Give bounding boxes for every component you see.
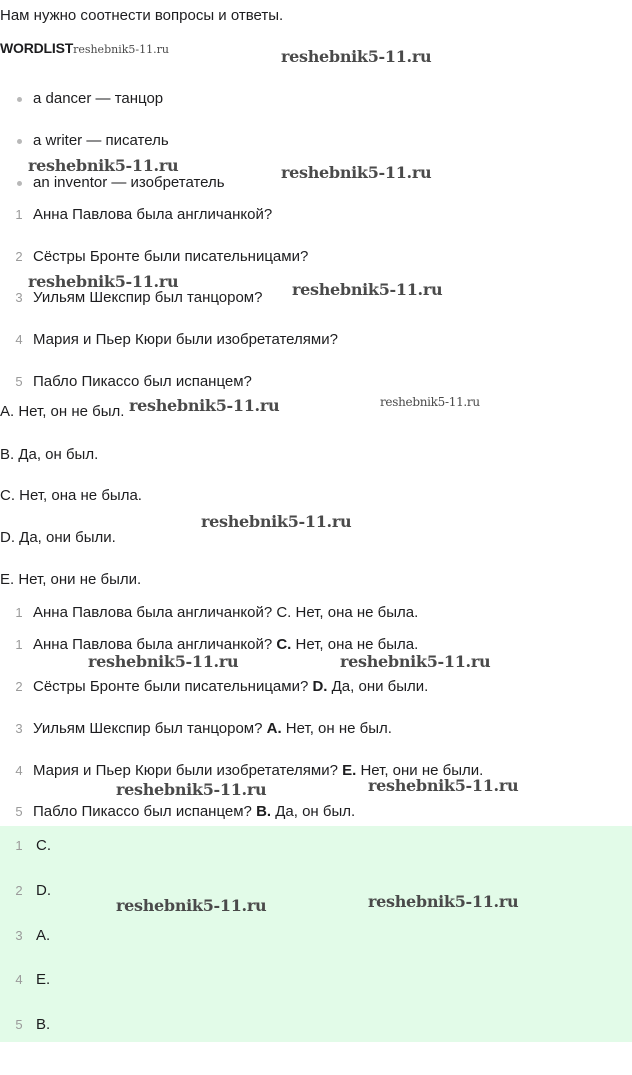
match-question: Сёстры Бронте были писательницами? (33, 678, 313, 695)
intro-text: Нам нужно соотнести вопросы и ответы. (0, 7, 284, 24)
watermark: reshebnik5-11.ru (28, 156, 179, 175)
question-text: Уильям Шекспир был танцором? (33, 289, 263, 306)
wordlist-item-text: an inventor — изобретатель (33, 174, 225, 191)
watermark: reshebnik5-11.ru (28, 272, 179, 291)
match-text (33, 802, 355, 822)
final-answer-letter: E. (36, 971, 51, 988)
list-number: 3 (15, 928, 23, 943)
bullet-icon (17, 181, 22, 186)
list-number: 5 (15, 374, 23, 389)
wordlist-item-text: a dancer — танцор (33, 90, 164, 107)
match-letter: E. (342, 762, 357, 779)
list-number: 4 (15, 972, 23, 987)
match-letter: B. (256, 803, 272, 820)
list-number: 1 (15, 605, 23, 620)
list-number: 2 (15, 883, 23, 898)
answer-option: C. Нет, она не была. (0, 487, 142, 504)
list-number: 4 (15, 332, 23, 347)
watermark: reshebnik5-11.ru (116, 780, 267, 799)
list-number: 3 (15, 721, 23, 736)
question-text: Сёстры Бронте были писательницами? (33, 248, 309, 265)
list-number: 1 (15, 838, 23, 853)
bullet-icon (17, 97, 22, 102)
match-answer: Да, он был. (271, 803, 356, 820)
watermark: reshebnik5-11.ru (340, 652, 491, 671)
final-answer-letter: B. (36, 1016, 51, 1033)
question-text: Пабло Пикассо был испанцем? (33, 373, 252, 390)
match-preview-text: Анна Павлова была англичанкой? C. Нет, она не была. (33, 604, 419, 621)
match-question: Мария и Пьер Кюри были изобретателями? (33, 762, 343, 779)
match-letter: A. (266, 720, 282, 737)
wordlist-heading (0, 40, 169, 56)
answer-option: E. Нет, они не были. (0, 571, 142, 588)
match-letter: C. (276, 636, 292, 653)
watermark: reshebnik5-11.ru (368, 892, 519, 911)
match-answer: Нет, он не был. (281, 720, 392, 737)
list-number: 1 (15, 207, 23, 222)
match-answer: Нет, она не была. (291, 636, 419, 653)
match-letter: D. (312, 678, 328, 695)
watermark: reshebnik5-11.ru (281, 47, 432, 66)
match-answer: Да, они были. (327, 678, 429, 695)
list-number: 1 (15, 637, 23, 652)
watermark: reshebnik5-11.ru (88, 652, 239, 671)
watermark: reshebnik5-11.ru (281, 163, 432, 182)
list-number: 2 (15, 249, 23, 264)
final-answer-letter: A. (36, 927, 51, 944)
list-number: 4 (15, 763, 23, 778)
bullet-icon (17, 139, 22, 144)
list-number: 2 (15, 679, 23, 694)
match-question: Анна Павлова была англичанкой? (33, 636, 277, 653)
question-text: Мария и Пьер Кюри были изобретателями? (33, 331, 338, 348)
answer-option: D. Да, они были. (0, 529, 116, 546)
match-answer: Нет, они не были. (356, 762, 484, 779)
match-question: Пабло Пикассо был испанцем? (33, 803, 257, 820)
wordlist-item-text: a writer — писатель (33, 132, 169, 149)
final-answer-letter: D. (36, 882, 51, 899)
wordlist-title: WORDLIST (0, 40, 74, 56)
final-answer-letter: C. (36, 837, 51, 854)
match-question: Уильям Шекспир был танцором? (33, 720, 267, 737)
answer-option: B. Да, он был. (0, 446, 99, 463)
watermark: reshebnik5-11.ru (292, 280, 443, 299)
watermark: reshebnik5-11.ru (73, 43, 169, 56)
answer-option: A. Нет, он не был. (0, 403, 125, 420)
list-number: 5 (15, 804, 23, 819)
watermark: reshebnik5-11.ru (368, 776, 519, 795)
watermark: reshebnik5-11.ru (201, 512, 352, 531)
watermark: reshebnik5-11.ru (129, 396, 280, 415)
list-number: 3 (15, 290, 23, 305)
match-text (33, 719, 392, 739)
watermark: reshebnik5-11.ru (380, 395, 480, 409)
match-text (33, 677, 428, 697)
answer-panel (0, 826, 632, 1042)
question-text: Анна Павлова была англичанкой? (33, 206, 273, 223)
list-number: 5 (15, 1017, 23, 1032)
watermark: reshebnik5-11.ru (116, 896, 267, 915)
